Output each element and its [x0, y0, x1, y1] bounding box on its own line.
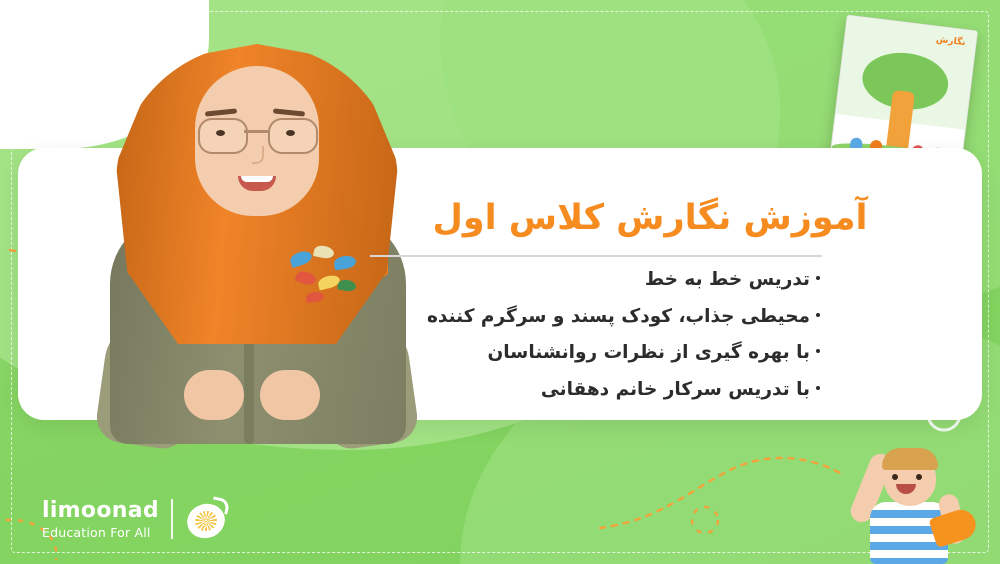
- feature-list: [370, 262, 820, 408]
- bullet-dot-icon: [816, 313, 820, 317]
- logo-divider: [171, 499, 173, 539]
- list-item-label: تدریس خط به خط: [644, 269, 810, 290]
- presenter-eyeglass-bridge: [244, 130, 268, 133]
- brand-tagline: Education For All: [42, 525, 151, 540]
- boy-eye-right: [916, 474, 922, 480]
- title-divider: [370, 255, 822, 257]
- presenter-teeth: [241, 176, 273, 182]
- brand-logo: [42, 496, 227, 542]
- presenter-eye-right: [286, 130, 295, 136]
- hijab-floral-pattern: [288, 246, 366, 308]
- logo-text-block: [42, 498, 159, 540]
- list-item-label: با بهره گیری از نظرات روانشناسان: [487, 342, 810, 363]
- presenter-hand-left: [184, 370, 244, 420]
- list-item: [370, 335, 820, 372]
- list-item-label: با تدریس سرکار خانم دهقانی: [540, 378, 810, 400]
- bullet-dot-icon: [816, 349, 820, 353]
- presenter-eye-left: [216, 130, 225, 136]
- list-item: [370, 262, 820, 299]
- presenter-hand-right: [260, 370, 320, 420]
- page-title: آموزش نگارش کلاس اول: [432, 198, 868, 238]
- bullet-dot-icon: [816, 386, 820, 390]
- boy-eye-left: [892, 474, 898, 480]
- lemon-icon: [185, 496, 227, 542]
- list-item-label: محیطی جذاب، کودک پسند و سرگرم کننده: [427, 305, 810, 327]
- presenter-eyeglass-right: [268, 118, 318, 154]
- book-title: نگارش: [935, 34, 966, 49]
- brand-name: limoonad: [42, 498, 159, 523]
- presenter-eyeglass-left: [198, 118, 248, 154]
- boy-hair: [882, 448, 938, 470]
- list-item: [370, 372, 820, 409]
- list-item: [370, 299, 820, 336]
- boy-illustration: [822, 434, 982, 564]
- bullet-dot-icon: [816, 276, 820, 280]
